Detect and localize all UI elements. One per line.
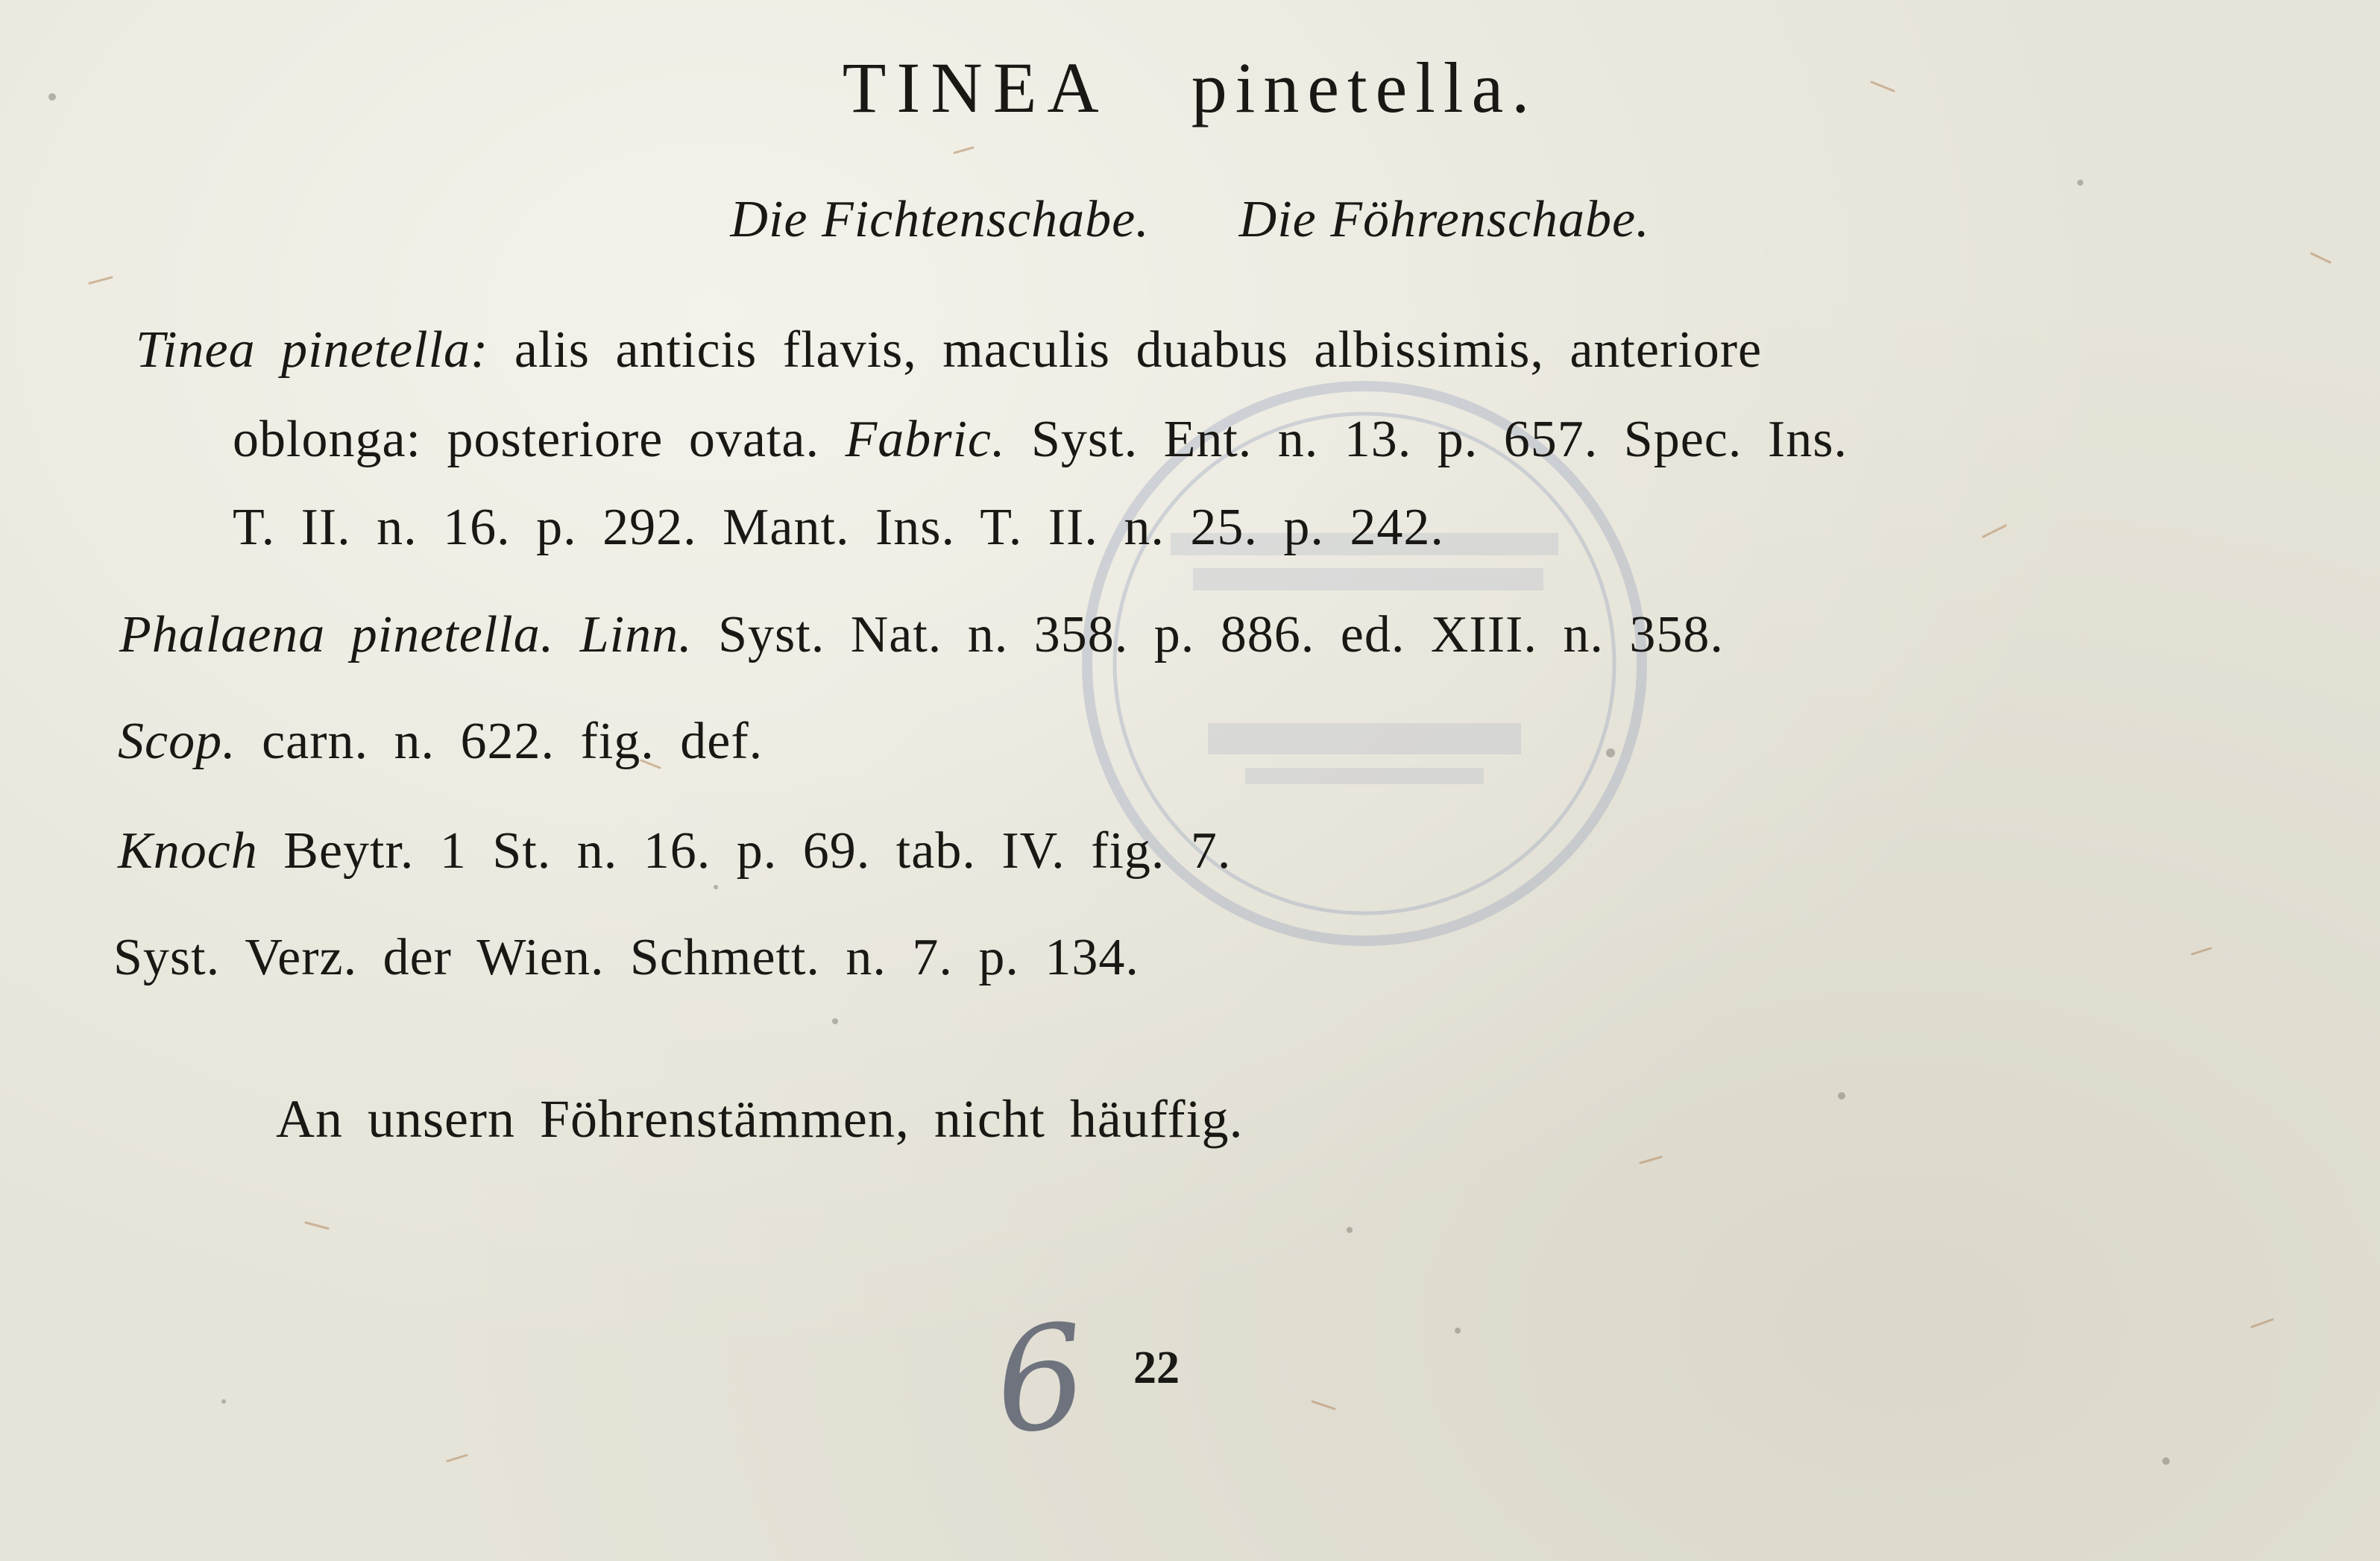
synonym-entry-scopoli: [118, 712, 763, 772]
common-name-2: Die Föhrenschabe.: [1238, 191, 1650, 248]
title-genus: TINEA: [842, 48, 1109, 127]
entry-text: Beytr. 1 St. n. 16. p. 69. tab. IV. fig. 7.: [283, 822, 1232, 880]
entry-text: oblonga: posteriore ovata.: [233, 411, 819, 468]
pencil-annotation: 6: [986, 1293, 1095, 1466]
common-name-1: Die Fichtenschabe.: [730, 191, 1150, 248]
page-title: [0, 46, 2380, 129]
author-name: Linn.: [579, 606, 693, 663]
habitat-note: An unsern Föhrenstämmen, nicht häuffig.: [276, 1089, 1244, 1149]
title-species: pinetella.: [1191, 48, 1538, 127]
author-name: Scop.: [118, 713, 236, 770]
entry-text: Syst. Ent. n. 13. p. 657. Spec. Ins.: [1030, 411, 1848, 468]
entry-text: Syst. Nat. n. 358. p. 886. ed. XIII. n. 358.: [718, 606, 1724, 663]
taxon-name: Tinea pinetella:: [136, 321, 489, 379]
entry-text: Syst. Verz. der Wien. Schmett. n. 7. p. 134.: [113, 929, 1139, 986]
entry-text: carn. n. 622. fig. def.: [262, 713, 764, 770]
common-names: [0, 190, 2380, 250]
synonym-entry-continuation: [233, 498, 1444, 558]
taxon-name: Phalaena pinetella.: [119, 606, 555, 663]
entry-text: T. II. n. 16. p. 292. Mant. Ins. T. II. n. 25. p. 242.: [233, 499, 1444, 556]
author-name: Knoch: [118, 822, 258, 880]
synonym-entry-fabricius: [136, 321, 1762, 380]
synonym-entry-vienna: [113, 928, 1139, 988]
page-number: 22: [1133, 1343, 1180, 1393]
author-name: Fabric.: [845, 411, 1006, 468]
synonym-entry-knoch: [118, 822, 1231, 881]
entry-text: alis anticis flavis, maculis duabus albissimis, anteriore: [514, 321, 1763, 379]
synonym-entry-linnaeus: [119, 605, 1724, 665]
synonym-entry-continuation: [233, 410, 1848, 470]
